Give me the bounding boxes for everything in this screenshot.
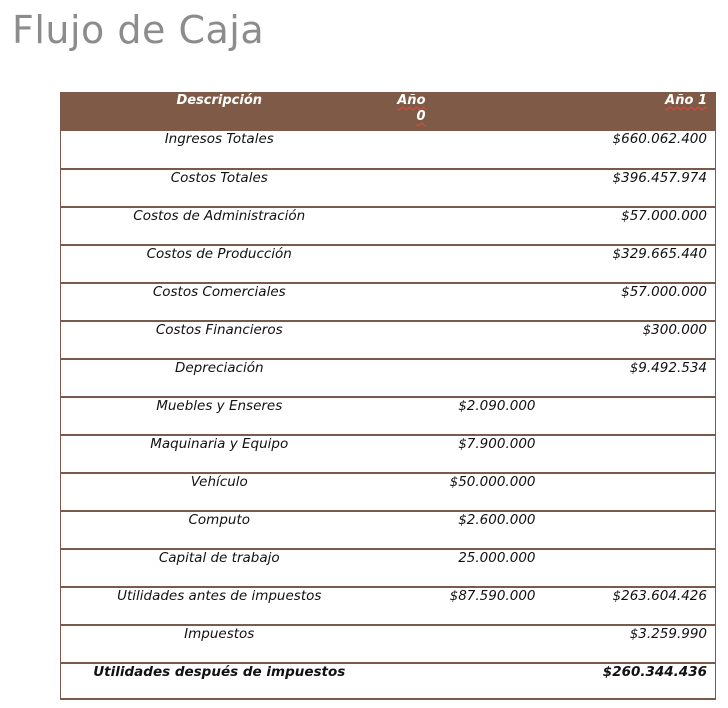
- row-description: Vehículo: [61, 473, 378, 511]
- table-row: [61, 435, 716, 473]
- row-year-0-value: [378, 131, 536, 169]
- row-year-1-value: [536, 473, 716, 511]
- row-description: Impuestos: [61, 625, 378, 663]
- table-row: [61, 511, 716, 549]
- row-description: Ingresos Totales: [164, 131, 274, 147]
- row-year-0-value: $50.000.000: [378, 473, 536, 511]
- row-year-1-value: $300.000: [536, 321, 716, 359]
- header-year-1-label: Año 1: [665, 93, 707, 108]
- row-description: Maquinaria y Equipo: [61, 435, 378, 473]
- total-description: Utilidades después de impuestos: [61, 663, 378, 699]
- row-description: Costos de Administración: [61, 207, 378, 245]
- row-year-1-value: [536, 511, 716, 549]
- table-row: [61, 473, 716, 511]
- row-year-0-value: [378, 245, 536, 283]
- row-year-1-value: $57.000.000: [536, 283, 716, 321]
- row-year-1-value: $263.604.426: [536, 587, 716, 625]
- table-row: [61, 359, 716, 397]
- header-year-0: [378, 92, 536, 131]
- row-description: Costos Totales: [61, 169, 378, 207]
- row-year-1-value: $396.457.974: [536, 169, 716, 207]
- table-row: [61, 321, 716, 359]
- cash-flow-table: [60, 92, 716, 700]
- table-row: [61, 131, 716, 169]
- row-description: Utilidades antes de impuestos: [61, 587, 378, 625]
- table-row: [61, 625, 716, 663]
- total-year-0-value: [378, 663, 536, 699]
- row-description: Costos Financieros: [61, 321, 378, 359]
- row-description: Costos Comerciales: [61, 283, 378, 321]
- row-year-1-value: $9.492.534: [536, 359, 716, 397]
- row-year-0-value: [378, 169, 536, 207]
- table-row: [61, 549, 716, 587]
- table-row: [61, 587, 716, 625]
- table-row: [61, 245, 716, 283]
- row-year-1-value: $329.665.440: [536, 245, 716, 283]
- table-header-row: [61, 92, 716, 131]
- table-row: [61, 207, 716, 245]
- table-row: [61, 169, 716, 207]
- header-year-0-label: Año 0: [397, 93, 426, 124]
- row-year-0-value: $2.600.000: [378, 511, 536, 549]
- header-description: Descripción: [176, 93, 263, 108]
- row-year-0-value: $7.900.000: [378, 435, 536, 473]
- header-year-1: [536, 92, 716, 131]
- row-year-0-value: [378, 359, 536, 397]
- row-description: Muebles y Enseres: [61, 397, 378, 435]
- row-year-1-value: [536, 397, 716, 435]
- row-year-1-value: $660.062.400: [612, 131, 707, 147]
- table-total-row: [61, 663, 716, 699]
- row-year-0-value: [378, 625, 536, 663]
- row-description: Capital de trabajo: [61, 549, 378, 587]
- row-description: Costos de Producción: [61, 245, 378, 283]
- table-row: [61, 283, 716, 321]
- row-year-0-value: [378, 283, 536, 321]
- row-year-0-value: 25.000.000: [378, 549, 536, 587]
- row-description: Computo: [61, 511, 378, 549]
- row-year-1-value: $3.259.990: [536, 625, 716, 663]
- page-title: Flujo de Caja: [12, 8, 265, 52]
- row-year-0-value: $2.090.000: [378, 397, 536, 435]
- row-year-0-value: $87.590.000: [378, 587, 536, 625]
- row-year-1-value: [536, 549, 716, 587]
- row-year-1-value: [536, 435, 716, 473]
- row-year-0-value: [378, 321, 536, 359]
- row-year-1-value: $57.000.000: [536, 207, 716, 245]
- row-year-0-value: [378, 207, 536, 245]
- row-description: Depreciación: [61, 359, 378, 397]
- table-row: [61, 397, 716, 435]
- total-year-1-value: $260.344.436: [536, 663, 716, 699]
